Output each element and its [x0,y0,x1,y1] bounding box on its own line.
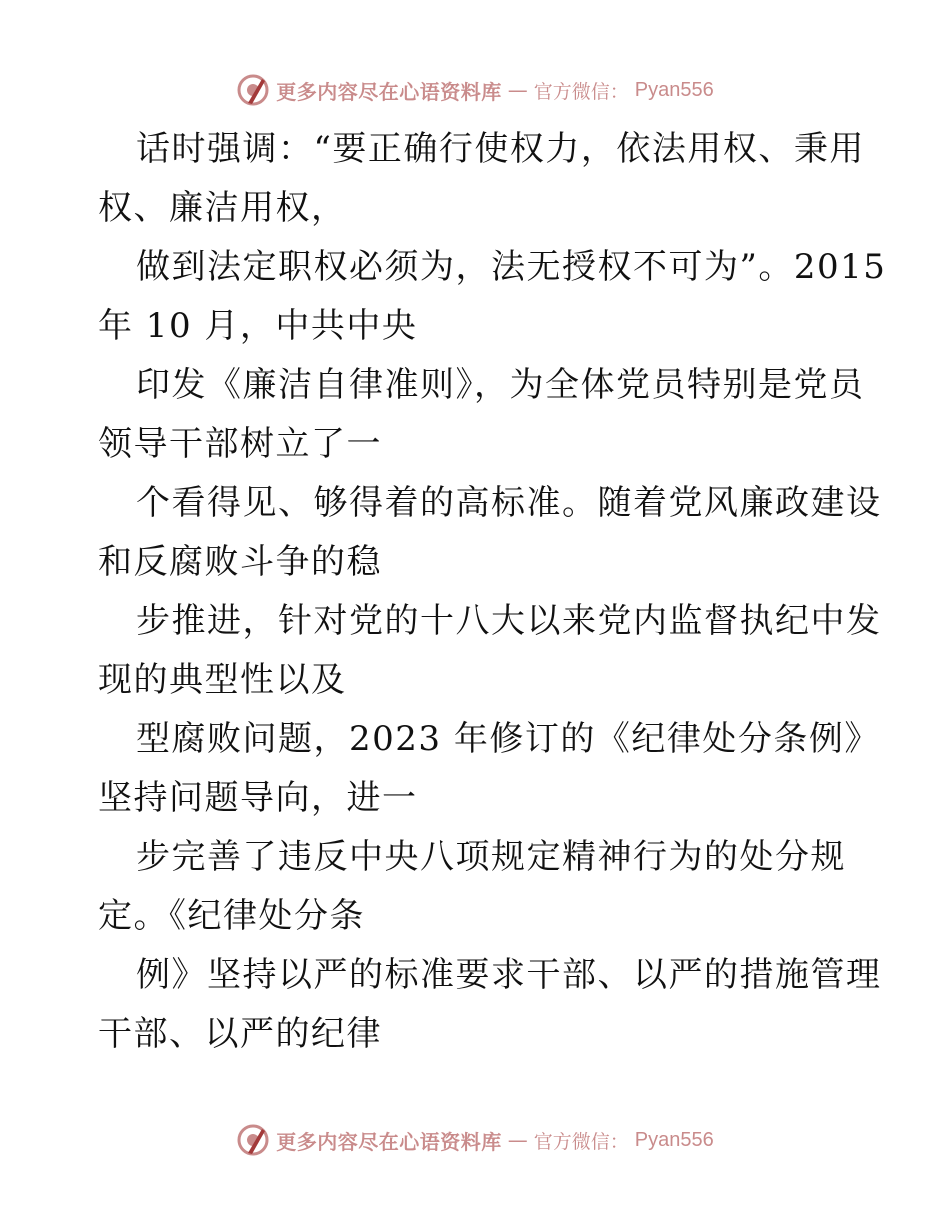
body-line: 定。《纪律处分条 [98,896,365,936]
body-line: 坚持问题导向，进一 [98,778,418,818]
body-line: 权、廉洁用权， [98,188,347,228]
body-line: 领导干部树立了一 [98,424,382,464]
footer-official-label: 官方微信： [533,1130,629,1153]
footer-account-id: Pyan556 [634,1128,714,1151]
body-line: 步完善了违反中央八项规定精神行为的处分规 [136,837,846,877]
body-line: 干部、以严的纪律 [98,1014,382,1054]
body-line: 现的典型性以及 [98,660,347,700]
body-line: 话时强调：“要正确行使权力，依法用权、秉用 [136,129,865,169]
body-line: 步推进，针对党的十八大以来党内监督执纪中发 [136,601,882,641]
body-line: 和反腐败斗争的稳 [98,542,382,582]
footer-banner [0,1120,950,1160]
document-body [98,120,887,1064]
body-line: 型腐败问题，2023 年修订的《纪律处分条例》 [136,719,880,759]
header-brand-text: 更多内容尽在心语资料库 [276,79,502,104]
footer-dash: — [507,1128,528,1152]
header-official-label: 官方微信： [533,80,629,103]
body-line: 做到法定职权必须为，法无授权不可为”。2015 [136,247,887,287]
logo-icon [236,1123,270,1157]
header-banner [0,70,950,110]
header-account-id: Pyan556 [634,78,714,101]
body-line: 例》坚持以严的标准要求干部、以严的措施管理 [136,955,882,995]
body-line: 印发《廉洁自律准则》，为全体党员特别是党员 [136,365,865,405]
header-dash: — [507,78,528,102]
body-line: 年 10 月，中共中央 [98,306,418,346]
body-line: 个看得见、够得着的高标准。随着党风廉政建设 [136,483,882,523]
logo-icon [236,73,270,107]
footer-brand-text: 更多内容尽在心语资料库 [276,1129,502,1154]
